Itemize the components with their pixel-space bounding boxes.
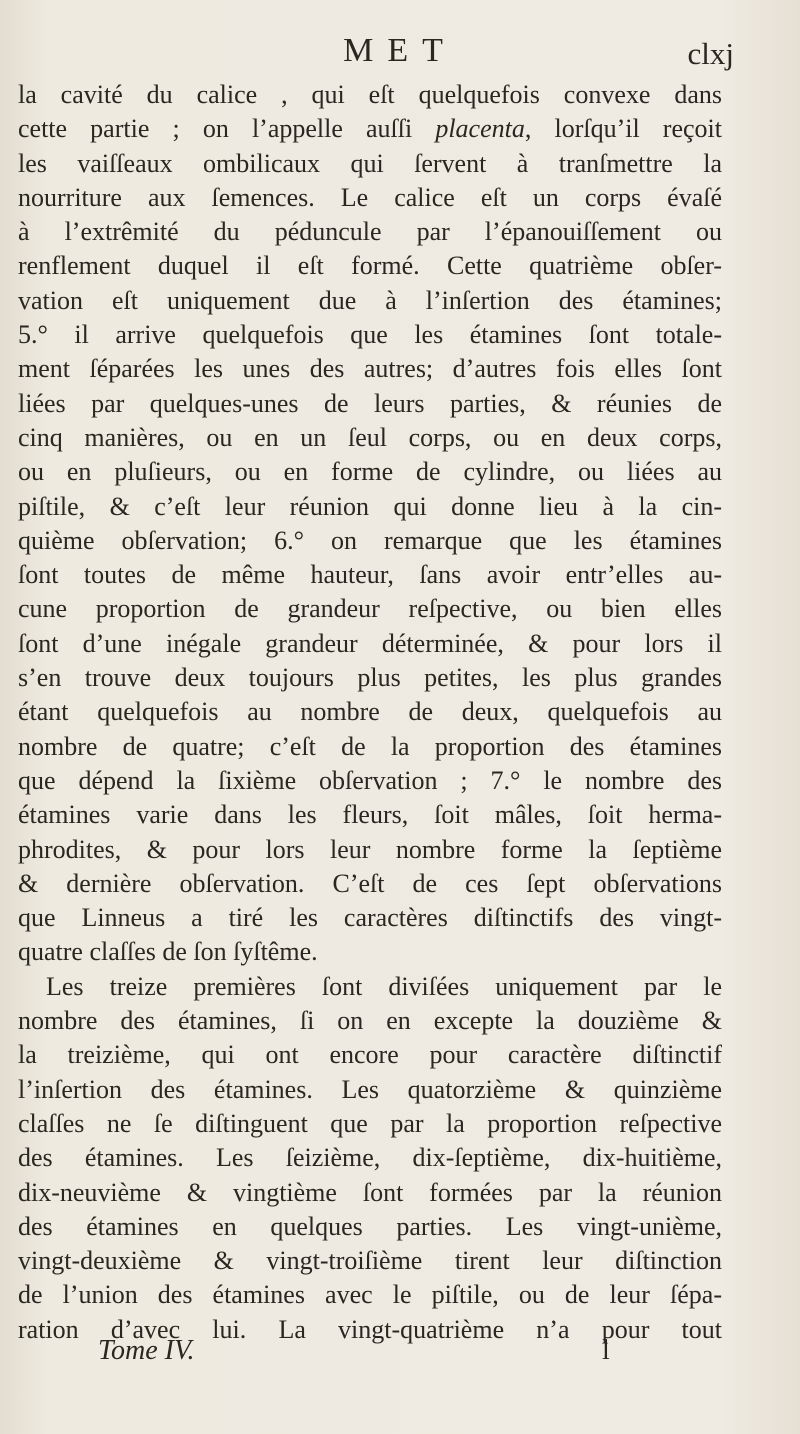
text-line: que Linneus a tiré les caractères diſtinctifs des vingt- <box>18 903 722 933</box>
text-line: ſont d’une inégale grandeur déterminée, & pour lors il <box>18 628 722 658</box>
text-line: renflement duquel il eſt formé. Cette quatrième obſer- <box>18 251 722 281</box>
text-line: que dépend la ſixième obſervation ; 7.° le nombre des <box>18 765 722 795</box>
page-footer <box>0 1335 800 1375</box>
text-line: claſſes ne ſe diſtinguent que par la proportion reſpective <box>18 1108 722 1138</box>
text-line: cinq manières, ou en un ſeul corps, ou en deux corps, <box>18 422 722 452</box>
text-line: nourriture aux ſemences. Le calice eſt un corps évaſé <box>18 182 722 212</box>
text-line: étamines varie dans les fleurs, ſoit mâles, ſoit herma- <box>18 800 722 830</box>
text-line: nombre des étamines, ſi on en excepte la douzième & <box>18 1006 722 1036</box>
text-line: cette partie ; on l’appelle auſſi placenta, lorſqu’il reçoit <box>18 114 722 144</box>
volume-label: Tome IV. <box>98 1335 195 1366</box>
text-line: liées par quelques-unes de leurs parties, & réunies de <box>18 388 722 418</box>
page-header <box>0 30 800 80</box>
text-line: des étamines en quelques parties. Les vingt-unième, <box>18 1211 722 1241</box>
text-line: la cavité du calice , qui eſt quelquefois convexe dans <box>18 80 722 109</box>
text-line: ou en pluſieurs, ou en forme de cylindre, ou liées au <box>18 457 722 487</box>
text-line: étant quelquefois au nombre de deux, quelquefois au <box>18 697 722 727</box>
text-line: Les treize premières ſont diviſées uniquement par le <box>46 971 722 1001</box>
text-line: ration d’avec lui. La vingt-quatrième n’a pour tout <box>18 1314 722 1344</box>
paragraph-1 <box>18 78 722 970</box>
text-line: nombre de quatre; c’eſt de la proportion des étamines <box>18 731 722 761</box>
text-line: ſont toutes de même hauteur, ſans avoir entr’elles au- <box>18 560 722 590</box>
text-line: s’en trouve deux toujours plus petites, les plus grandes <box>18 663 722 693</box>
text-line: & dernière obſervation. C’eſt de ces ſept obſervations <box>18 868 722 898</box>
text-line: quième obſervation; 6.° on remarque que les étamines <box>18 525 722 555</box>
text-line: à l’extrêmité du péduncule par l’épanouiſſement ou <box>18 217 722 247</box>
paragraph-2 <box>18 970 722 1347</box>
text-line: piſtile, & c’eſt leur réunion qui donne lieu à la cin- <box>18 491 722 521</box>
text-line: des étamines. Les ſeizième, dix-ſeptième, dix-huitième, <box>18 1143 722 1173</box>
text-line: vation eſt uniquement due à l’inſertion des étamines; <box>18 285 722 315</box>
running-head: MET <box>343 32 457 69</box>
text-line: ment ſéparées les unes des autres; d’autres fois elles ſont <box>18 354 722 384</box>
text-line: 5.° il arrive quelquefois que les étamines ſont totale- <box>18 320 722 350</box>
signature-mark: l <box>602 1335 610 1366</box>
text-line: les vaiſſeaux ombilicaux qui ſervent à tranſmettre la <box>18 148 722 178</box>
text-line: de l’union des étamines avec le piſtile, ou de leur ſépa- <box>18 1280 722 1310</box>
text-line: vingt-deuxième & vingt-troiſième tirent leur diſtinction <box>18 1246 722 1276</box>
text-line: cune proportion de grandeur reſpective, ou bien elles <box>18 594 722 624</box>
text-line: la treizième, qui ont encore pour caractère diſtinctif <box>18 1040 722 1070</box>
page-number: clxj <box>687 36 734 71</box>
text-line: dix-neuvième & vingtième ſont formées par la réunion <box>18 1177 722 1207</box>
text-line: quatre claſſes de ſon ſyſtême. <box>18 937 318 967</box>
body-text <box>18 78 722 1347</box>
text-line: l’inſertion des étamines. Les quatorzième & quinzième <box>18 1074 722 1104</box>
text-line: phrodites, & pour lors leur nombre forme la ſeptième <box>18 834 722 864</box>
